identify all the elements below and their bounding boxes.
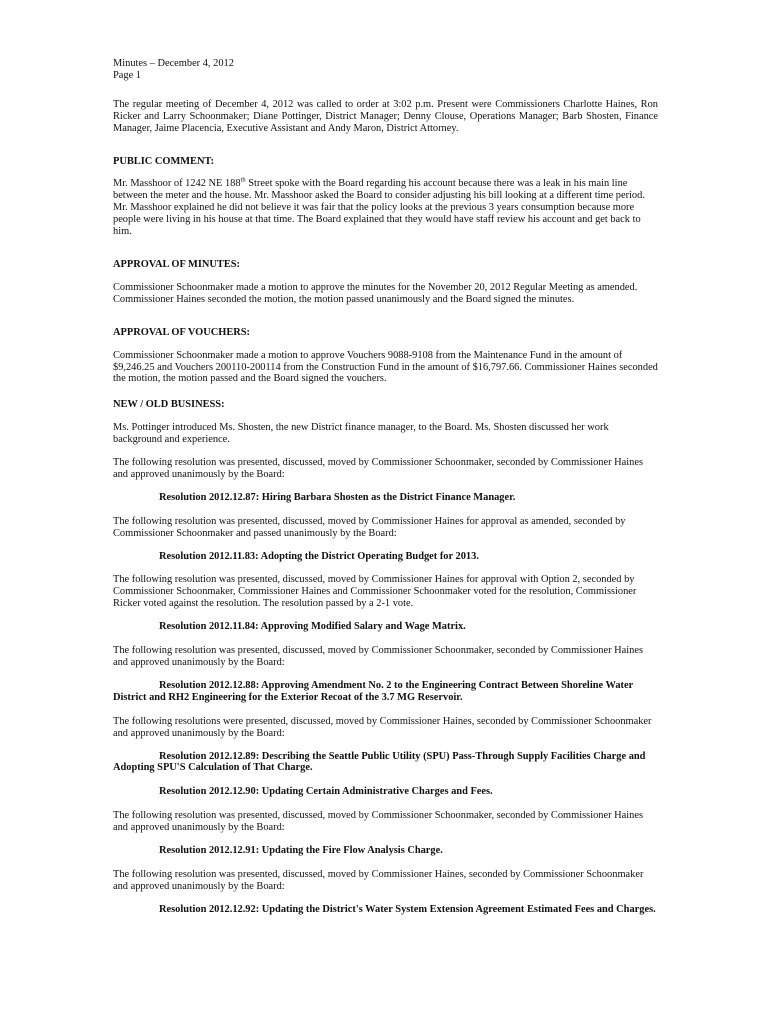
public-comment-text-b: Street spoke with the Board regarding his account because there was a leak in his main line between the meter and the house. Mr. Masshoor asked the Board to consider adjusting his bill looking at a different time period. Mr. Masshoor explained he did not believe it was fair that the policy looks at the previous 3 years consumption because more people were living in his house at that time. The Board explained that they would have staff review his account and get back to him. xyxy=(113,178,645,238)
public-comment-text-a: Mr. Masshoor of 1242 NE 188 xyxy=(113,178,241,190)
resolution-title: Resolution 2012.11.84: Approving Modified Salary and Wage Matrix. xyxy=(159,621,466,633)
resolution-title: Resolution 2012.11.83: Adopting the District Operating Budget for 2013. xyxy=(159,550,479,562)
public-comment-paragraph xyxy=(113,178,658,238)
business-paragraph: The following resolution was presented, discussed, moved by Commissioner Haines, seconded by Commissioner Schoonmaker and approved unanimously by the Board: xyxy=(113,868,644,892)
intro-paragraph: The regular meeting of December 4, 2012 was called to order at 3:02 p.m. Present were Commissioners Charlotte Haines, Ron Ricker and Larry Schoonmaker; Diane Pottinger, District Manager; Denny Clouse, Operations Manager; Barb Shosten, Finance Manager, Jaime Placencia, Executive Assistant and Andy Maron, District Attorney. xyxy=(113,98,658,134)
approval-vouchers-paragraph: Commissioner Schoonmaker made a motion to approve Vouchers 9088-9108 from the Maintenance Fund in the amount of $9,246.25 and Vouchers 200110-200114 from the Construction Fund in the amount of $16,797.66. Commissioner Haines seconded the motion, the motion passed and the Board signed the vouchers. xyxy=(113,349,658,385)
business-paragraph: Ms. Pottinger introduced Ms. Shosten, the new District finance manager, to the Board. Ms. Shosten discussed her work background and experience. xyxy=(113,422,609,446)
document-page xyxy=(113,58,658,928)
approval-minutes-paragraph: Commissioner Schoonmaker made a motion to approve the minutes for the November 20, 2012 Regular Meeting as amended. Commissioner Haines seconded the motion, the motion passed unanimously and the Board signed the minutes. xyxy=(113,281,638,305)
resolution-title: Resolution 2012.12.87: Hiring Barbara Shosten as the District Finance Manager. xyxy=(159,491,516,503)
business-paragraph: The following resolution was presented, discussed, moved by Commissioner Schoonmaker, seconded by Commissioner Haines and approved unanimously by the Board: xyxy=(113,457,643,480)
document-header xyxy=(113,58,658,82)
business-paragraph: The following resolution was presented, discussed, moved by Commissioner Haines for approval with Option 2, seconded by Commissioner Schoonmaker, Commissioner Haines and Commissioner Schoonmaker voted for the resolution, Commissioner Ricker voted against the resolution. The resolution passed by a 2-1 vote. xyxy=(113,574,637,610)
business-paragraph: The following resolutions were presented, discussed, moved by Commissioner Haines, seconded by Commissioner Schoonmaker and approved unanimously by the Board: xyxy=(113,715,652,739)
page-number: Page 1 xyxy=(113,69,141,81)
business-paragraph: The following resolution was presented, discussed, moved by Commissioner Haines for approval as amended, seconded by Commissioner Schoonmaker and passed unanimously by the Board: xyxy=(113,515,626,539)
resolution-title: Resolution 2012.12.92: Updating the District's Water System Extension Agreement Estimated Fees and Charges. xyxy=(159,903,656,915)
approval-minutes-heading: APPROVAL OF MINUTES: xyxy=(113,258,241,270)
resolution-title: Resolution 2012.12.88: Approving Amendment No. 2 to the Engineering Contract Between Shoreline Water District and RH2 Engineering for the Exterior Recoat of the 3.7 MG Reservoir. xyxy=(113,679,634,703)
resolution-title: Resolution 2012.12.89: Describing the Seattle Public Utility (SPU) Pass-Through Supply Facilities Charge and Adopting SPU'S Calculation of That Charge. xyxy=(113,750,646,774)
approval-vouchers-heading: APPROVAL OF VOUCHERS: xyxy=(113,326,250,338)
business-heading: NEW / OLD BUSINESS: xyxy=(113,399,225,411)
header-date: Minutes – December 4, 2012 xyxy=(113,58,234,69)
business-paragraph: The following resolution was presented, discussed, moved by Commissioner Schoonmaker, seconded by Commissioner Haines and approved unanimously by the Board: xyxy=(113,810,643,834)
ordinal-suffix: th xyxy=(240,176,246,184)
resolution-title: Resolution 2012.12.90: Updating Certain Administrative Charges and Fees. xyxy=(159,786,493,798)
business-paragraph: The following resolution was presented, discussed, moved by Commissioner Schoonmaker, seconded by Commissioner Haines and approved unanimously by the Board: xyxy=(113,645,643,668)
resolution-title: Resolution 2012.12.91: Updating the Fire Flow Analysis Charge. xyxy=(159,845,443,857)
public-comment-heading: PUBLIC COMMENT: xyxy=(113,155,215,167)
